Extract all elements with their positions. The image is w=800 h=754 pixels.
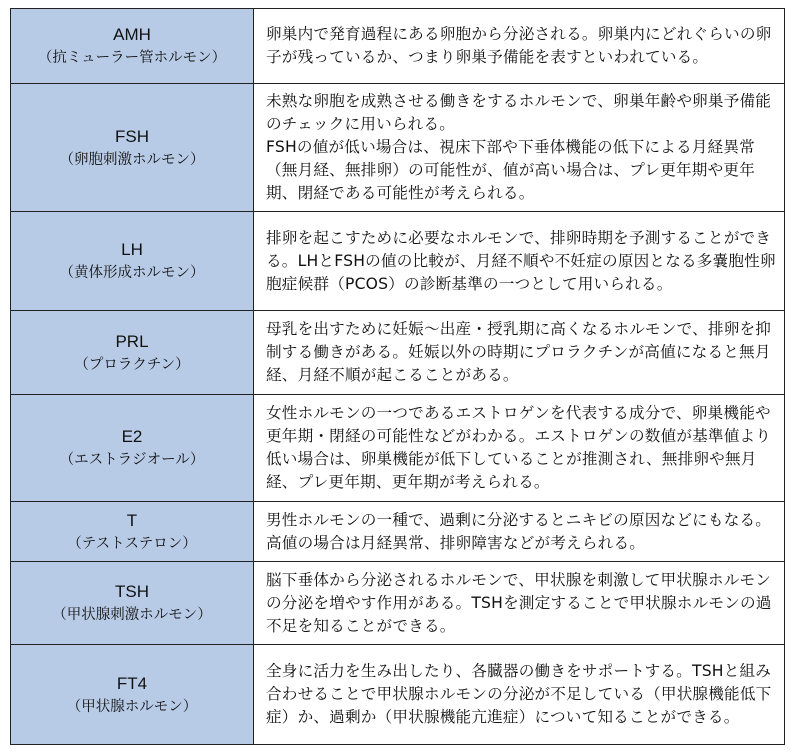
description-text: 女性ホルモンの一つであるエストロゲンを代表する成分で、卵巣機能や更年期・閉経の可能性などがわかる。エストロゲンの数値が基準値より低い場合は、卵巣機能が低下していることが推測され、無排卵や無月経、プレ更年期、更年期が考えられる。 xyxy=(266,404,772,491)
table-row xyxy=(11,9,785,84)
hormone-description xyxy=(254,84,785,212)
description-text: FSHの値が低い場合は、視床下部や下垂体機能の低下による月経異常（無月経、無排卵）の可能性が、値が高い場合は、プレ更年期や更年期、閉経である可能性が考えられる。 xyxy=(266,138,755,202)
hormone-name-cell xyxy=(11,645,254,745)
hormone-description xyxy=(254,395,785,502)
description-text: 母乳を出すために妊娠〜出産・授乳期に高くなるホルモンで、排卵を抑制する働きがある。妊娠以外の時期にプロラクチンが高値になると無月経、月経不順が起こることがある。 xyxy=(266,320,772,384)
hormone-description xyxy=(254,311,785,395)
table-row xyxy=(11,311,785,395)
table-row xyxy=(11,84,785,212)
description-text: 卵巣内で発育過程にある卵胞から分泌される。卵巣内にどれぐらいの卵子が残っているか、つまり卵巣予備能を表すといわれている。 xyxy=(266,25,772,66)
hormone-description xyxy=(254,562,785,645)
hormone-description xyxy=(254,645,785,745)
hormone-abbreviation: TSH xyxy=(115,582,149,601)
hormone-full-name: （黄体形成ホルモン） xyxy=(59,265,205,281)
hormone-abbreviation: FT4 xyxy=(116,673,148,693)
description-text: 排卵を起こすために必要なホルモンで、排卵時期を予測することができる。LHとFSHの値の比較が、月経不順や不妊症の原因となる多嚢胞性卵胞症候群（PCOS）の診断基準の一つとして用いられる。 xyxy=(266,228,776,293)
hormone-abbreviation: PRL xyxy=(115,331,149,351)
description-text: 未熟な卵胞を成熟させる働きをするホルモンで、卵巣年齢や卵巣予備能のチェックに用いられる。 xyxy=(266,92,772,133)
hormone-description xyxy=(254,502,785,562)
hormone-description xyxy=(254,9,785,84)
hormone-name-cell xyxy=(11,502,254,562)
hormone-full-name: （プロラクチン） xyxy=(74,356,190,373)
table-row xyxy=(11,645,785,745)
hormone-name-cell xyxy=(11,562,254,645)
hormone-name-cell xyxy=(11,84,254,212)
table-row xyxy=(11,502,785,562)
description-text: 脳下垂体から分泌されるホルモンで、甲状腺を刺激して甲状腺ホルモンの分泌を増やす作用がある。TSHを測定することで甲状腺ホルモンの過不足を知ることができる。 xyxy=(266,570,772,635)
hormone-abbreviation: FSH xyxy=(115,126,149,146)
hormone-name-cell xyxy=(11,212,254,311)
hormone-full-name: （甲状腺ホルモン） xyxy=(66,698,198,715)
hormone-abbreviation: AMH xyxy=(113,25,151,44)
hormone-full-name: （卵胞刺激ホルモン） xyxy=(59,151,205,168)
table-row xyxy=(11,212,785,311)
hormone-abbreviation: T xyxy=(126,510,138,530)
hormone-table xyxy=(10,8,785,745)
hormone-full-name: （テストステロン） xyxy=(67,535,197,552)
description-text: 男性ホルモンの一種で、過剰に分泌するとニキビの原因などにもなる。高値の場合は月経異常、排卵障害などが考えられる。 xyxy=(266,510,772,552)
hormone-name-cell xyxy=(11,395,254,502)
description-text: 全身に活力を生み出したり、各臓器の働きをサポートする。TSHと組み合わせることで甲状腺ホルモンの分泌が不足している（甲状腺機能低下症）か、過剰か（甲状腺機能亢進症）について知ることができる。 xyxy=(266,662,772,726)
hormone-description xyxy=(254,212,785,311)
table-row xyxy=(11,562,785,645)
hormone-full-name: （エストラジオール） xyxy=(59,452,205,468)
hormone-full-name: （甲状腺刺激ホルモン） xyxy=(52,607,212,623)
hormone-abbreviation: E2 xyxy=(121,427,143,446)
hormone-abbreviation: LH xyxy=(121,240,143,259)
table-row xyxy=(11,395,785,502)
hormone-full-name: （抗ミューラー管ホルモン） xyxy=(37,50,227,66)
hormone-name-cell xyxy=(11,311,254,395)
hormone-name-cell xyxy=(11,9,254,84)
